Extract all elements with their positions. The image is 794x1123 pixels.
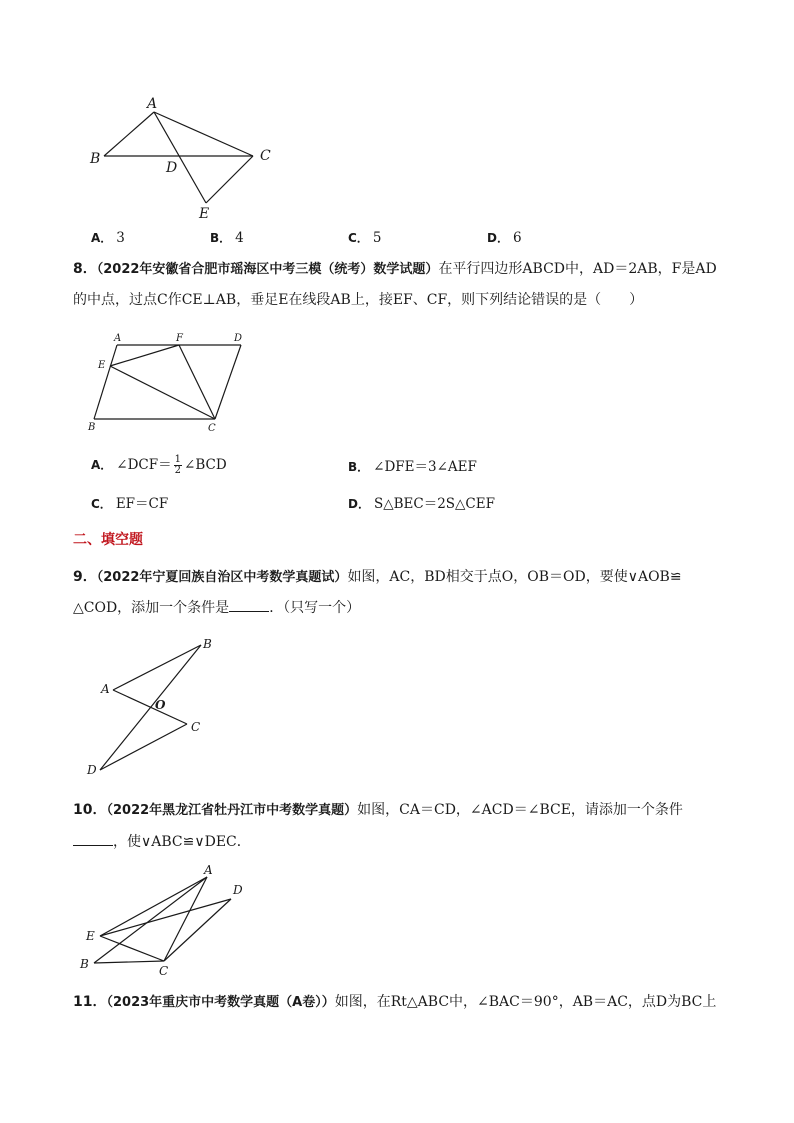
q8-option-b: B． ∠DFE＝3∠AEF bbox=[348, 459, 477, 475]
segment-EF bbox=[110, 345, 179, 366]
segment-CD bbox=[215, 345, 241, 419]
segment-BC bbox=[94, 961, 164, 963]
q8-option-a: A． ∠DCF＝ $\frac{1}{2}$ ∠BCD bbox=[91, 454, 227, 476]
label-E: E bbox=[98, 360, 106, 371]
segment-AB bbox=[94, 345, 117, 419]
q8-option-d: D． S△BEC＝2S△CEF bbox=[348, 496, 495, 512]
segment-DC bbox=[100, 724, 187, 770]
section-heading: 二、填空题 bbox=[73, 532, 143, 548]
segment-AB bbox=[113, 645, 201, 690]
segment-AC bbox=[164, 877, 207, 961]
q8-option-c: C． EF＝CF bbox=[91, 496, 169, 512]
segment-FC bbox=[179, 345, 215, 419]
label-C: C bbox=[260, 148, 271, 164]
label-C: C bbox=[191, 720, 201, 734]
label-F: F bbox=[176, 333, 183, 344]
q9-line1: 9．（2022年宁夏回族自治区中考数学真题试）如图，AC，BD相交于点O，OB＝OD，要使∨AOB≌ bbox=[73, 569, 682, 585]
q8-figure bbox=[85, 325, 265, 437]
label-C: C bbox=[159, 964, 169, 978]
label-B: B bbox=[90, 151, 101, 167]
segment-EC bbox=[100, 936, 164, 961]
label-D: D bbox=[233, 883, 243, 897]
segment-BD bbox=[100, 645, 201, 770]
segment-EC bbox=[110, 366, 215, 419]
q9-figure bbox=[80, 632, 230, 780]
label-D: D bbox=[166, 160, 178, 176]
answer-blank[interactable] bbox=[229, 599, 269, 612]
q7-option-b: B． 4 bbox=[210, 230, 244, 246]
segment-AE bbox=[154, 112, 206, 203]
segment-AB bbox=[104, 112, 154, 156]
q10-figure bbox=[80, 860, 260, 980]
label-A: A bbox=[204, 863, 213, 877]
segment-AC bbox=[113, 690, 187, 724]
label-A: A bbox=[147, 96, 158, 112]
q7-option-c: C． 5 bbox=[348, 230, 382, 246]
label-D: D bbox=[234, 333, 243, 344]
q11-line1: 11．（2023年重庆市中考数学真题（A卷））如图，在Rt△ABC中，∠BAC＝90°，AB＝AC，点D为BC上 bbox=[73, 994, 717, 1010]
label-B: B bbox=[88, 422, 96, 433]
fraction-one-half: $\frac{1}{2}$ bbox=[174, 454, 182, 476]
label-E: E bbox=[199, 206, 210, 222]
segment-BA bbox=[94, 877, 207, 963]
answer-blank[interactable] bbox=[73, 833, 113, 846]
label-C: C bbox=[208, 423, 216, 434]
q10-line2: ，使∨ABC≌∨DEC． bbox=[73, 832, 251, 852]
label-O: O bbox=[155, 698, 166, 712]
label-E: E bbox=[86, 929, 95, 943]
q7-option-a: A． 3 bbox=[91, 230, 125, 246]
q8-line2: 的中点，过点C作CE⊥AB，垂足E在线段AB上，接EF、CF，则下列结论错误的是（ ） bbox=[73, 292, 644, 308]
q7-figure bbox=[80, 90, 280, 230]
q7-option-d: D． 6 bbox=[487, 230, 522, 246]
label-D: D bbox=[87, 763, 97, 777]
label-A: A bbox=[114, 333, 122, 344]
segment-EA bbox=[100, 877, 207, 936]
segment-AC bbox=[154, 112, 253, 156]
label-A: A bbox=[101, 682, 110, 696]
q8-line1: 8．（2022年安徽省合肥市瑶海区中考三模（统考）数学试题）在平行四边形ABCD中，AD＝2AB，F是AD bbox=[73, 261, 717, 277]
label-B: B bbox=[203, 637, 212, 651]
segment-EC bbox=[206, 156, 253, 203]
label-B: B bbox=[80, 957, 89, 971]
q10-line1: 10．（2022年黑龙江省牡丹江市中考数学真题）如图，CA＝CD，∠ACD＝∠BCE，请添加一个条件 bbox=[73, 802, 683, 818]
q9-line2: △COD，添加一个条件是 ．（只写一个） bbox=[73, 600, 361, 616]
